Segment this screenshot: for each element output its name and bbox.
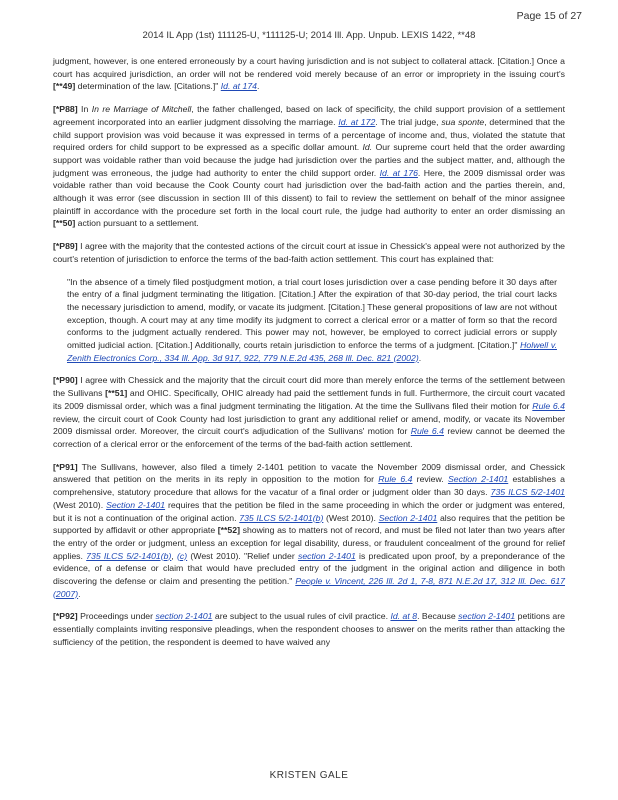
- citation-link[interactable]: (c): [177, 550, 188, 561]
- citation-link[interactable]: Section 2-1401: [378, 512, 438, 523]
- text: ,: [171, 550, 178, 561]
- citation-link[interactable]: 735 ILCS 5/2-1401(b): [86, 550, 172, 561]
- text: "In the absence of a timely filed postjudgment motion, a trial court loses jurisdiction over a case pending before it 30 days after the entry of a final judgment terminating the litigation. [Citation.] After the expiration of that 30-day period, the trial court lacks the necessary jurisdiction to amend, modify, or vacate its judgment. [Citation.] These general propositions of law are not without exception, though. A court may at any time modify its judgment to correct a clerical error or a matter of form so that the record conforms to the judgment actually rendered. This power may not, however, be employed to correct judicial errors or supply omitted judicial action. [Citation.] Additionally, courts retain jurisdiction to enforce the terms of a judgment. [Citation.]": [67, 276, 557, 351]
- paragraph-marker: [*P92]: [53, 611, 78, 622]
- text: also requires that the petition be supported by affidavit or other appropriate: [53, 512, 565, 536]
- text: and OHIC. Specifically, OHIC already had paid the settlement funds in full. Furthermore, the circuit court vacated its 2009 dismissal order, which was a final judgment terminating the litigation. At the time the Sullivans filed their motion for: [53, 388, 565, 411]
- citation-link[interactable]: Rule 6.4: [378, 474, 413, 485]
- italic-text: sua sponte: [441, 116, 485, 127]
- text: . Here, the 2009 dismissal order was voidable rather than void because the Cook County court had jurisdiction over the bad-faith action and the parties therein, and, although it was error (see discussion in section III of this dissent) to fail to review the settlement on behalf of the minor assignee plaintiff in accordance with the procedure set forth in the local court rule, the judge had authority to enter an order dismissing an: [53, 167, 565, 216]
- paragraph-marker: [*P88]: [53, 104, 78, 115]
- text: I agree with Chessick and the majority that the circuit court did more than merely enforce the terms of the settlement between the Sullivans: [53, 375, 565, 399]
- paragraph-p88: [53, 103, 565, 230]
- text: Proceedings under: [77, 611, 156, 622]
- footer-name: KRISTEN GALE: [269, 770, 349, 781]
- paragraph-p89: [53, 240, 565, 265]
- page-marker: [**49]: [53, 81, 76, 92]
- text: review, the circuit court of Cook County had lost jurisdiction to grant any additional relief or amend, modify, or vacate its November 2009 dismissal order. Moreover, the circuit court's adjudication of the Sullivans' motion for: [53, 413, 565, 437]
- citation-link[interactable]: Id. at 176: [379, 167, 418, 178]
- page-marker: [**52]: [217, 525, 240, 536]
- text: judgment, however, is one entered erroneously by a court having jurisdiction and is not subject to collateral attack. [Citation.] Once a court has acquired jurisdiction, an order will not be rendered void merely because of an error or impropriety in the issuing court's: [53, 56, 565, 79]
- citation-link[interactable]: 735 ILCS 5/2-1401: [490, 487, 565, 498]
- text: (West 2010).: [323, 512, 379, 523]
- citation-link[interactable]: Section 2-1401: [447, 474, 509, 485]
- paragraph-marker: [*P89]: [53, 241, 78, 252]
- text: . The trial judge,: [375, 116, 442, 127]
- page-marker: [**51]: [105, 388, 128, 399]
- page-marker: [**50]: [53, 218, 76, 229]
- citation-link[interactable]: section 2-1401: [297, 550, 356, 561]
- text: review cannot be deemed the correction of a clerical error or the enforcement of the terms of the bad-faith action settlement.: [53, 426, 566, 449]
- paragraph-marker: [*P90]: [53, 375, 78, 386]
- citation-link[interactable]: Rule 6.4: [410, 426, 444, 437]
- citation-link[interactable]: People v. Vincent, 226 Ill. 2d 1, 7-8, 871 N.E.2d 17, 312 Ill. Dec. 617 (2007): [53, 576, 566, 599]
- block-quote: [67, 276, 557, 365]
- citation-link[interactable]: Rule 6.4: [532, 400, 565, 411]
- text: .: [257, 81, 260, 92]
- citation-link[interactable]: Holwell v. Zenith Electronics Corp., 334 Ill. App. 3d 917, 922, 779 N.E.2d 435, 268 Ill. Dec. 821 (2002): [67, 340, 557, 363]
- text: .: [78, 588, 81, 599]
- text: , determined that the child support provision was void because it was expressed in terms of a percentage of income and, thus, violated the statute that required orders for child support to be expressed as a specific dollar amount.: [53, 116, 565, 153]
- citation-link[interactable]: section 2-1401: [458, 611, 516, 622]
- text: petitions are essentially complaints inviting responsive pleadings, when the respondent chooses to answer on the merits rather than attacking the sufficiency of the petition, the respondent is deemed to have waived any: [53, 611, 565, 647]
- text: (West 2010).: [53, 499, 107, 510]
- text: action pursuant to a settlement.: [75, 218, 199, 229]
- text: In: [77, 104, 92, 115]
- text: The Sullivans, however, also filed a timely 2-1401 petition to vacate the November 2009 dismissal order, and Chessick answered that petition on the merits in its reply in opposition to the motion for: [53, 461, 565, 485]
- paragraph-marker: [*P91]: [53, 461, 78, 472]
- text: establishes a comprehensive, statutory procedure that allows for the vacatur of a final order or judgment older than 30 days.: [53, 474, 565, 498]
- document-body: [53, 55, 565, 659]
- citation-link[interactable]: Id. at 8: [390, 611, 418, 622]
- text: , the father challenged, based on lack of specificity, the child support provision of a settlement agreement incorporated into an earlier judgment dissolving the marriage.: [53, 104, 565, 127]
- citation-link[interactable]: section 2-1401: [155, 611, 213, 622]
- text: requires that the petition be filed in the same proceeding in which the order or judgment was entered, but it is not a continuation of the original action.: [53, 499, 565, 523]
- italic-text: Id.: [362, 142, 373, 153]
- text: determination of the law. [Citations.]": [75, 81, 221, 92]
- text: is predicated upon proof, by a preponderance of the evidence, of a defense or claim that would have precluded entry of the judgment in the original action and diligence in both discovering the defense or claim and presenting the petition.": [53, 550, 565, 587]
- text: I agree with the majority that the contested actions of the circuit court at issue in Chessick's appeal were not authorized by the court's retention of jurisdiction to enforce the terms of the bad-faith action settlement. This court has explained that:: [53, 241, 565, 264]
- text: .: [418, 352, 422, 363]
- text: review.: [412, 474, 448, 485]
- citation-link[interactable]: Id. at 172: [338, 116, 376, 127]
- text: are subject to the usual rules of civil practice.: [212, 611, 391, 622]
- page-number: Page 15 of 27: [516, 10, 582, 22]
- case-name: In re Marriage of Mitchell: [91, 104, 192, 115]
- text: showing as to matters not of record, and must be filed not later than two years after the entry of the order or judgment, unless an exception for legal disability, duress, or fraudulent concealment of the ground for relief applies.: [53, 525, 565, 561]
- paragraph-p90: [53, 374, 565, 450]
- text: Our supreme court held that the order awarding support was voidable rather than void because the judge had jurisdiction over the parties and the subject matter, and, although the judgment was erroneous, the judge had authority to enter the child support order.: [53, 142, 566, 178]
- citation-header: 2014 IL App (1st) 111125-U, *111125-U; 2014 Ill. App. Unpub. LEXIS 1422, **48: [142, 30, 476, 41]
- text: . Because: [417, 611, 459, 622]
- citation-link[interactable]: 735 ILCS 5/2-1401(b): [239, 512, 324, 523]
- citation-link[interactable]: Section 2-1401: [106, 499, 166, 510]
- paragraph-continuation: [53, 55, 565, 93]
- text: (West 2010). "Relief under: [187, 550, 298, 561]
- paragraph-p92: [53, 610, 565, 648]
- citation-link[interactable]: Id. at 174: [220, 81, 257, 92]
- paragraph-p91: [53, 461, 565, 601]
